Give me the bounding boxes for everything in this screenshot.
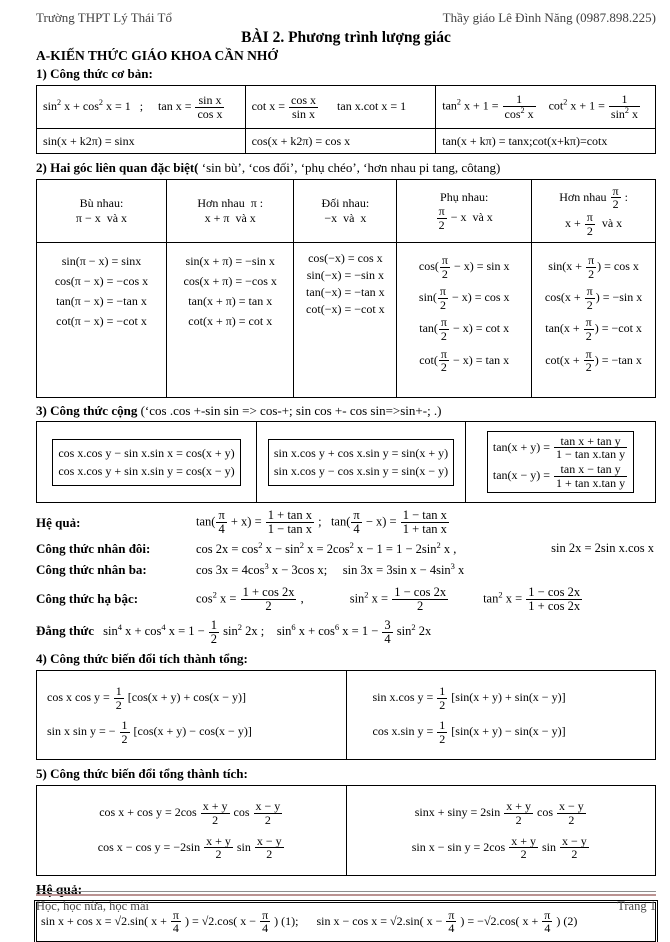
formula-cell: sin(x + k2π) = sinx — [37, 129, 246, 154]
column-header-line: Bù nhau: — [79, 196, 124, 210]
formula-line: tan(x + y) = $\frac{\text{tan x + tan y}}{\text{1 − tan x.tan y}}$ — [492, 433, 626, 462]
dang-thuc-label: Đẳng thức — [36, 623, 94, 639]
formula-cell — [294, 243, 397, 398]
column-header-line: Hơn nhau π : — [197, 196, 264, 210]
page-footer — [36, 891, 656, 914]
section-2-heading-rest: ‘sin bù’, ‘cos đối’, ‘phụ chéo’, ‘hơn nhau pi tang, côtang) — [198, 160, 501, 175]
column-header-line: π − x và x — [75, 211, 128, 225]
formula-line: sin(π − x) = sinx — [61, 254, 142, 268]
column-header — [397, 180, 532, 243]
section-a-heading: A-KIẾN THỨC GIÁO KHOA CẦN NHỚ — [36, 48, 278, 63]
nhan-ba-row — [36, 561, 656, 578]
formula-box — [268, 439, 454, 486]
formula-box — [487, 431, 634, 493]
formula-cell — [346, 671, 656, 760]
document-content — [36, 0, 656, 942]
formula-line: sin(−x) = −sin x — [306, 268, 385, 282]
formula-line: cot(x + $\frac{\pi}{2}$ ) = −tan x — [545, 346, 642, 375]
formula-line: tan(−x) = −tan x — [306, 285, 385, 299]
formula-line: sin x sin y = − $\frac{1}{2}$ [cos(x + y) − cos(x − y)] — [47, 718, 252, 746]
formula-line: sin(x + $\frac{\pi}{2}$ ) = cos x — [548, 253, 639, 281]
section-2-heading — [36, 160, 656, 176]
nhan-doi-row — [36, 540, 656, 557]
column-header-line: Phụ nhau: — [440, 190, 489, 205]
formula-line: cot(x + π) = cot x — [188, 314, 273, 328]
formula-cell — [346, 786, 656, 875]
formula-line: tan(x + π) = tan x — [188, 294, 273, 308]
formula-line: cos x + cos y = 2cos $\frac{x + y}{2}$ cos $\frac{x - y}{2}$ — [99, 799, 281, 828]
formula-line: cot(π − x) = −cot x — [56, 314, 147, 328]
column-header-line: $\frac{\pi}{2}$ − x và x — [438, 204, 493, 232]
formula-box-cell — [466, 422, 655, 502]
formula-line: cos( $\frac{\pi}{2}$ − x) = sin x — [418, 253, 510, 281]
page-title: BÀI 2. Phương trình lượng giác — [241, 29, 451, 46]
formula-line: sin x.cos y − cos x.sin y = sin(x − y) — [273, 463, 449, 478]
dang-thuc-formula: $\sin^4 x + \cos^4 x = 1$ − $\frac{1}{2}$ $\sin^2 2x$ ; $\sin^6 x + \cos^6 x = 1$ − $\frac{3}{4}$ $\sin^2 2x$ — [103, 617, 432, 646]
ha-bac-formula: $\sin^2 x$ = $\frac{1 - \cos 2x}{2}$ — [349, 584, 447, 613]
section-3-heading-bold: 3) Công thức cộng — [36, 403, 138, 418]
sum-to-product-table — [36, 785, 656, 875]
formula-line: sin x.cos y + cos x.sin y = sin(x + y) — [273, 445, 449, 460]
section-3-heading-rest: (‘cos .cos +-sin sin => cos-+; sin cos +- cos sin=>sin+-; .) — [137, 403, 442, 418]
nhan-doi-formula: $\cos 2x = \cos^2 x - \sin^2 x = 2\cos^2$ $x - 1 = 1 - 2\sin^2$ x , — [196, 540, 457, 557]
column-header-line: Hơn nhau $\frac{\pi}{2}$ : — [559, 183, 628, 212]
he-qua-2-formula-box: sin x + cos x = √2.sin( x + $\frac{\pi}{4}$ ) = √2.cos( x − $\frac{\pi}{4}$ ) (1); sin x − cos x = √2.sin( x − $\frac{\pi}{4}$ ) = −√2.cos( x + $\frac{\pi}{4}$ ) (2) — [36, 902, 656, 942]
product-to-sum-table — [36, 670, 656, 760]
formula-line: cos x.cos y + sin x.sin y = cos(x − y) — [58, 463, 235, 478]
formula-line: cot(−x) = −cot x — [306, 302, 385, 316]
dang-thuc-row — [36, 619, 656, 646]
formula-line: tan(π − x) = −tan x — [56, 294, 147, 308]
teacher-name: Thầy giáo Lê Đình Năng (0987.898.225) — [442, 10, 656, 25]
column-header — [37, 180, 167, 243]
school-name: Trường THPT Lý Thái Tổ — [36, 10, 172, 25]
formula-cell — [166, 243, 294, 398]
nhan-ba-formula: $\cos 3x = 4\cos^3$ x − 3cos x; sin 3x = 3sin $x - 4\sin^3$ x — [196, 561, 465, 578]
he-qua-2-label: Hệ quả: — [36, 881, 83, 897]
formula-line: sin( $\frac{\pi}{2}$ − x) = cos x — [418, 284, 510, 312]
formula-line: tan( $\frac{\pi}{2}$ − x) = cot x — [419, 315, 510, 343]
formula-cell: cos(x + k2π) = cos x — [245, 129, 436, 154]
section-5-heading: 5) Công thức biến đổi tổng thành tích: — [36, 766, 248, 782]
addition-formula-boxes — [36, 421, 656, 503]
section-4-heading: 4) Công thức biến đổi tích thành tổng: — [36, 651, 248, 667]
he-qua-1-label: Hệ quả: — [36, 514, 81, 530]
formula-cell: tan(x + kπ) = tanx;cot(x+kπ)=cotx — [436, 129, 656, 154]
column-header-line: Đối nhau: — [321, 196, 370, 210]
basic-formulas-table — [36, 85, 656, 154]
column-header — [166, 180, 294, 243]
ha-bac-formula: $\tan^2 x$ = $\frac{1 - \cos 2x}{1 + \cos 2x}$ — [483, 584, 581, 613]
formula-line: cot( $\frac{\pi}{2}$ − x) = tan x — [419, 346, 510, 375]
formula-cell — [37, 243, 167, 398]
formula-cell — [397, 243, 532, 398]
section-2-heading-bold: 2) Hai góc liên quan đặc biệt( — [36, 160, 199, 175]
he-qua-1-formula: tan( $\frac{\pi}{4}$ + x) = $\frac{\text{1 + tan x}}{\text{1 − tan x}}$ ; tan( $\frac{\pi}{4}$ − x) = $\frac{\text{1 − tan x}}{\text{1 + tan x}}$ — [196, 508, 447, 537]
formula-line: cos(π − x) = −cos x — [54, 274, 149, 288]
formula-line: cos x − cos y = −2sin $\frac{x + y}{2}$ sin $\frac{x - y}{2}$ — [97, 833, 282, 862]
formula-cell — [37, 786, 347, 875]
footer-motto: Học, học nữa, học mãi — [36, 899, 149, 913]
nhan-doi-label: Công thức nhân đôi: — [36, 540, 151, 556]
nhan-ba-label: Công thức nhân ba: — [36, 561, 147, 577]
section-1-heading: 1) Công thức cơ bản: — [36, 66, 153, 81]
formula-cell — [37, 671, 347, 760]
ha-bac-row — [36, 586, 656, 613]
formula-line: sinx + siny = 2sin $\frac{x + y}{2}$ cos $\frac{x - y}{2}$ — [414, 799, 584, 828]
formula-box — [52, 439, 240, 486]
formula-line: tan(x − y) = $\frac{\text{tan x − tan y}}{\text{1 + tan x.tan y}}$ — [492, 462, 626, 490]
section-3-heading — [36, 403, 656, 419]
column-header — [294, 180, 397, 243]
formula-cell: $\tan^2 x + 1$ = $\frac{1}{\cos^2 x}$ $\cot^2 x + 1$ = $\frac{1}{\sin^2 x}$ — [436, 86, 656, 129]
formula-cell: $\sin^2 x + \cos^2 x = 1$ ; tan x = $\frac{\text{sin x}}{\text{cos x}}$ — [37, 86, 246, 129]
ha-bac-label: Công thức hạ bậc: — [36, 591, 139, 607]
page-header — [36, 0, 656, 26]
formula-line: cos x cos y = $\frac{1}{2}$ [cos(x + y) + cos(x − y)] — [47, 684, 247, 712]
column-header-line: −x và x — [324, 211, 367, 225]
formula-box-cell — [37, 422, 257, 502]
column-header — [532, 180, 656, 243]
footer-page-number: Trang 1 — [617, 899, 656, 913]
formula-line: cos(x + π) = −cos x — [183, 274, 277, 288]
column-header-line: x + $\frac{\pi}{2}$ và x — [565, 210, 623, 238]
ha-bac-formula: $\cos^2 x$ = $\frac{1 + \cos 2x}{2}$ , — [196, 584, 304, 613]
related-angles-table — [36, 179, 656, 398]
nhan-doi-formula: sin 2x = 2sin x.cos x — [551, 541, 654, 556]
footer-divider — [36, 891, 656, 896]
column-header-line: x + π và x — [204, 211, 256, 225]
formula-line: sin x.cos y = $\frac{1}{2}$ [sin(x + y) + sin(x − y)] — [372, 684, 566, 712]
formula-line: cos(−x) = cos x — [308, 251, 383, 265]
formula-cell — [532, 243, 656, 398]
formula-line: cos x.cos y − sin x.sin x = cos(x + y) — [58, 445, 235, 460]
formula-line: tan(x + $\frac{\pi}{2}$ ) = −cot x — [545, 315, 642, 343]
formula-cell: cot x = $\frac{\text{cos x}}{\text{sin x}}$ tan x.cot x = 1 — [245, 86, 436, 129]
formula-line: cos(x + $\frac{\pi}{2}$ ) = −sin x — [544, 284, 643, 312]
formula-box-cell — [257, 422, 466, 502]
formula-line: sin x − sin y = 2cos $\frac{x + y}{2}$ sin $\frac{x - y}{2}$ — [411, 833, 587, 862]
formula-line: cos x.sin y = $\frac{1}{2}$ [sin(x + y) − sin(x − y)] — [372, 718, 566, 746]
he-qua-1-row — [36, 509, 656, 536]
formula-line: sin(x + π) = −sin x — [185, 254, 275, 268]
